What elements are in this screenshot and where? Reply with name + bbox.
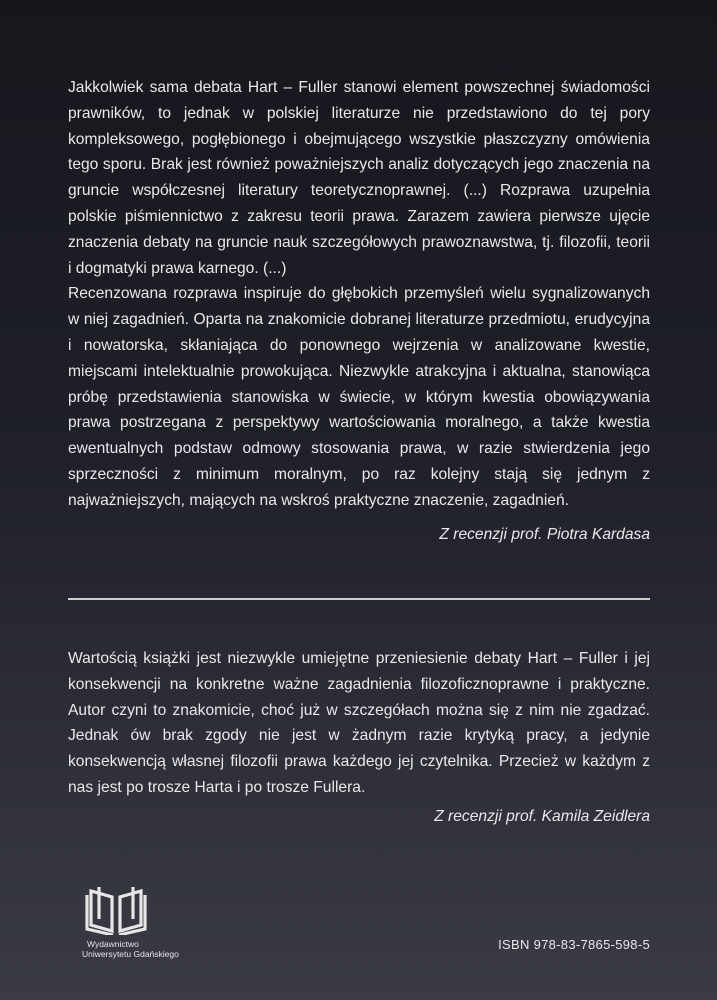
review-kardas-paragraph-2: Recenzowana rozprawa inspiruje do głębokich przemyśleń wielu sygnalizowanych w niej zagadnień. Oparta na znakomicie dobranej literaturze przedmiotu, erudycyjna i nowatorska, skłaniająca do ponownego wejrzenia w analizowane kwestie, miejscami intelektualnie prowokująca. Niezwykle atrakcyjna i aktualna, stanowiąca próbę przedstawienia stanowiska w świecie, w którym kwestia obowiązywania prawa postrzegana z perspektywy wartościowania moralnego, a także kwestia ewentualnych podstaw odmowy stosowania prawa, w razie stwierdzenia jego sprzeczności z minimum moralnym, po raz kolejny stają się jednym z najważniejszych, mających na wskroś praktyczne znaczenie, zagadnień. bbox=[68, 285, 650, 509]
review-kardas-attribution: Z recenzji prof. Piotra Kardasa bbox=[439, 525, 650, 543]
section-divider bbox=[68, 598, 650, 600]
isbn-number: ISBN 978-83-7865-598-5 bbox=[498, 937, 650, 952]
review-zeidler-attribution: Z recenzji prof. Kamila Zeidlera bbox=[434, 807, 650, 825]
publisher-name-line-1: Wydawnictwo bbox=[87, 939, 139, 949]
review-zeidler-paragraph: Wartością książki jest niezwykle umiejętne przeniesienie debaty Hart – Fuller i jej konsekwencji na konkretne ważne zagadnienia filozoficznoprawne i praktyczne. Autor czyni to znakomicie, choć już w szczegółach można się z nim nie zgadzać. Jednak ów brak zgody nie jest w żadnym razie krytyką pracy, a jedynie konsekwencją własnej filozofii prawa każdego jej czytelnika. Przecież w każdym z nas jest po trosze Harta i po trosze Fullera. bbox=[68, 650, 650, 796]
review-kardas-paragraph-1: Jakkolwiek sama debata Hart – Fuller stanowi element powszechnej świadomości prawników, to jednak w polskiej literaturze nie przedstawiono do tej pory kompleksowego, pogłębionego i obejmującego wszystkie płaszczyzny omówienia tego sporu. Brak jest również poważniejszych analiz dotyczących jego znaczenia na gruncie współczesnej literatury teoretycznoprawnej. (...) Rozprawa uzupełnia polskie piśmiennictwo z zakresu teorii prawa. Zarazem zawiera pierwsze ujęcie znaczenia debaty na gruncie nauk szczegółowych prawoznawstwa, tj. filozofii, teorii i dogmatyki prawa karnego. (...) bbox=[68, 79, 650, 277]
review-kardas bbox=[68, 75, 650, 547]
publisher-name-line-2: Uniwersytetu Gdańskiego bbox=[82, 949, 179, 959]
review-zeidler bbox=[68, 646, 650, 830]
publisher-name bbox=[82, 939, 182, 959]
open-book-icon bbox=[85, 885, 147, 935]
publisher-logo bbox=[82, 885, 182, 959]
